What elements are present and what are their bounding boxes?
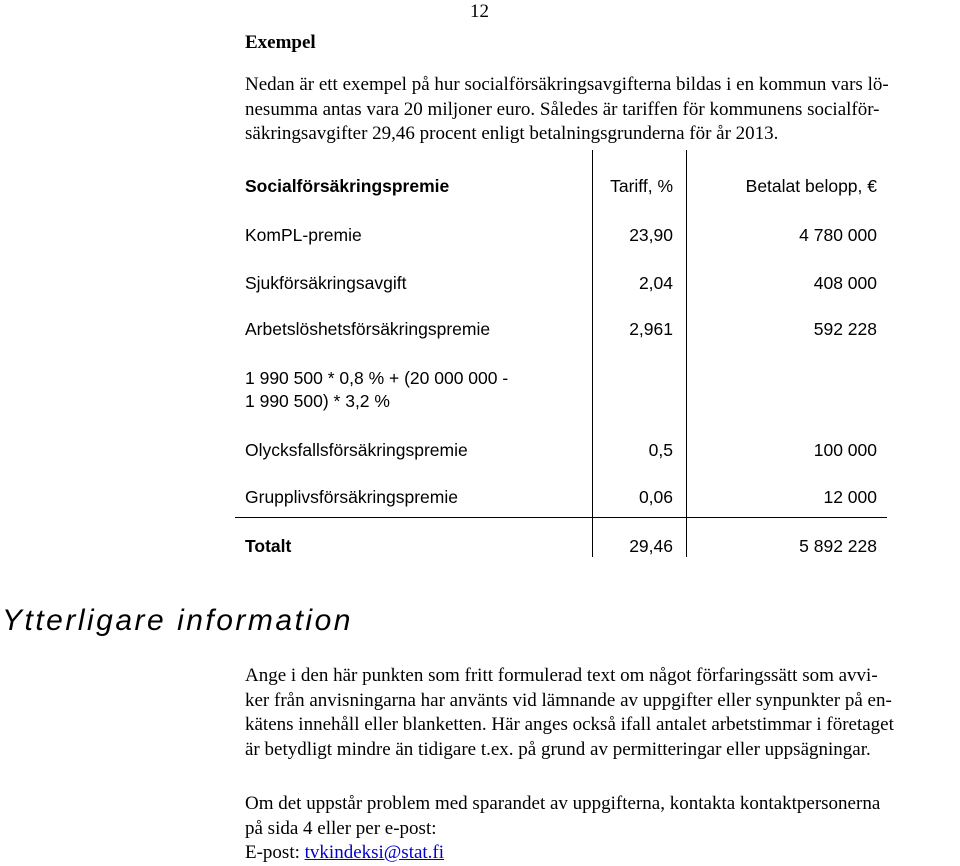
- total-tariff: 29,46: [629, 536, 673, 556]
- header-tariff: Tariff, %: [610, 176, 673, 196]
- total-amount: 5 892 228: [799, 536, 877, 556]
- row-name: KomPL-premie: [245, 225, 362, 245]
- section-heading: Exempel: [245, 32, 316, 53]
- intro-line: nesumma antas vara 20 miljoner euro. Således är tariffen för kommunens socialför-: [245, 98, 880, 120]
- column-divider: [592, 150, 593, 557]
- contact-line: Om det uppstår problem med sparandet av uppgifterna, kontakta kontaktpersonerna: [245, 793, 881, 814]
- contact-paragraph: [245, 792, 945, 866]
- row-amount: 4 780 000: [799, 225, 877, 245]
- row-amount: 12 000: [823, 487, 877, 507]
- contact-line: på sida 4 eller per e-post:: [245, 817, 437, 839]
- row-name: Arbetslöshetsförsäkringspremie: [245, 319, 491, 339]
- row-name: Grupplivsförsäkringspremie: [245, 487, 458, 507]
- info-line: ker från anvisningarna har använts vid lämnande av uppgifter eller synpunkter på en-: [245, 689, 892, 711]
- row-amount: 592 228: [813, 319, 877, 339]
- row-name: Olycksfallsförsäkringspremie: [245, 440, 468, 460]
- info-line: Ange i den här punkten som fritt formulerad text om något förfaringssätt som avvi-: [245, 665, 878, 686]
- row-amount: 100 000: [813, 440, 877, 460]
- formula-line: 1 990 500) * 3,2 %: [245, 391, 390, 411]
- row-tariff: 0,06: [638, 487, 673, 507]
- row-tariff: 23,90: [629, 225, 673, 245]
- total-label: Totalt: [245, 536, 292, 556]
- intro-paragraph: [245, 73, 945, 147]
- row-tariff: 2,961: [629, 319, 673, 339]
- intro-line: Nedan är ett exempel på hur socialförsäkringsavgifterna bildas i en kommun vars lö-: [245, 74, 889, 95]
- email-label: E-post:: [245, 842, 305, 863]
- info-line: kätens innehåll eller blanketten. Här anges också ifall antalet arbetstimmar i företaget: [245, 714, 894, 735]
- page-number: 12: [470, 1, 489, 22]
- row-name: Sjukförsäkringsavgift: [245, 273, 407, 293]
- formula-line: 1 990 500 * 0,8 % + (20 000 000 -: [245, 368, 509, 388]
- info-line: är betydligt mindre än tidigare t.ex. på grund av permitteringar eller uppsägningar.: [245, 738, 871, 760]
- total-divider: [235, 517, 887, 518]
- row-tariff: 2,04: [638, 273, 673, 293]
- column-divider: [686, 150, 687, 557]
- info-heading: Ytterligare information: [2, 604, 353, 637]
- email-line: [245, 841, 945, 866]
- header-premium: Socialförsäkringspremie: [245, 176, 450, 196]
- row-tariff: 0,5: [648, 440, 673, 460]
- info-paragraph: [245, 664, 945, 762]
- header-amount: Betalat belopp, €: [745, 176, 877, 196]
- email-link[interactable]: tvkindeksi@stat.fi: [304, 842, 445, 863]
- intro-line: säkringsavgifter 29,46 procent enligt betalningsgrunderna för år 2013.: [245, 123, 779, 144]
- row-amount: 408 000: [813, 273, 877, 293]
